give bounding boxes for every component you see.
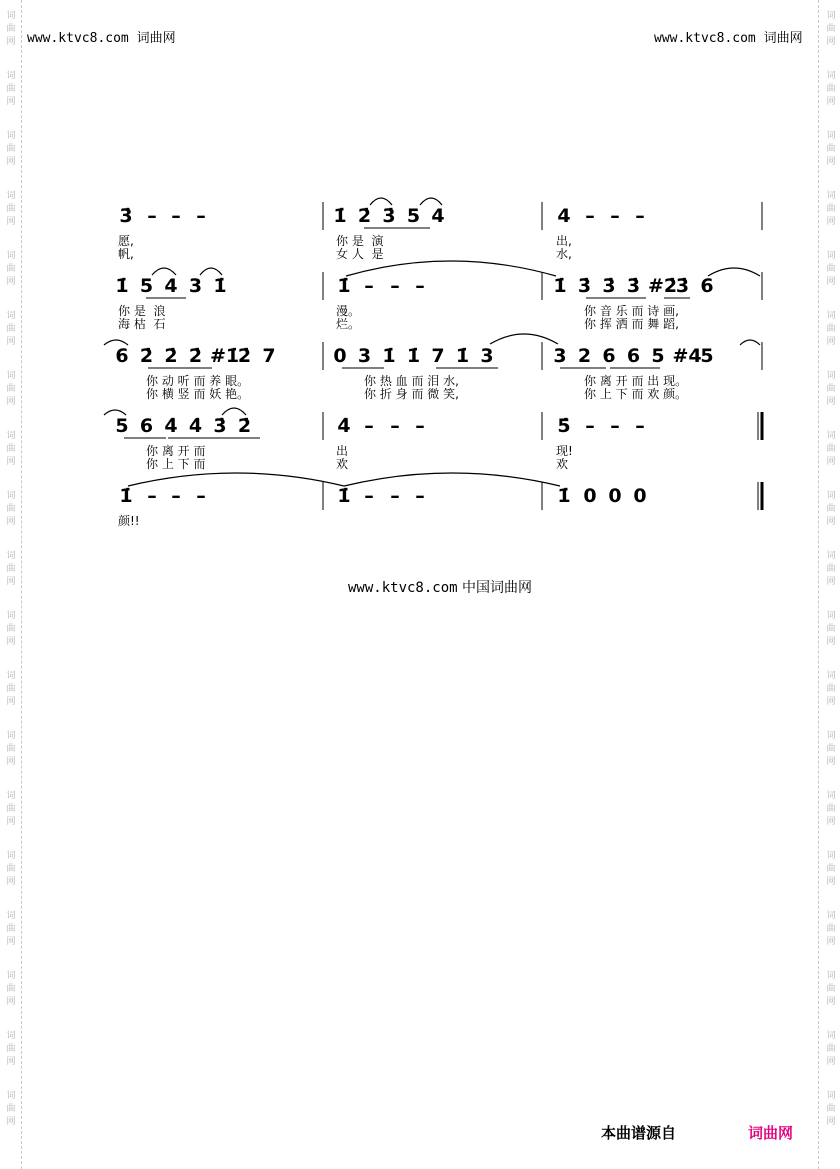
right-watermark: 词 曲 网 [826,191,836,227]
note: 4 [431,205,445,227]
note: 4̇ [188,415,203,437]
right-watermark: 词 曲 网 [826,371,836,407]
left-watermark: 词 曲 网 [6,71,16,107]
note: – [610,415,620,437]
right-watermark: 词 曲 网 [826,1091,836,1127]
note: 1̇ [557,485,571,507]
note: 0 [608,485,622,507]
note: – [196,205,206,227]
note: – [196,485,206,507]
left-watermark: 词 曲 网 [6,311,16,347]
left-watermark: 词 曲 网 [6,911,16,947]
note: – [635,205,645,227]
right-watermark: 词 曲 网 [826,431,836,467]
note: 2̇ [188,345,203,367]
right-watermark: 词 曲 网 [826,851,836,887]
tie [346,261,556,276]
slur [152,268,176,275]
note: 4 [557,205,571,227]
note: #1̇ [210,345,240,367]
left-watermark: 词 曲 网 [6,671,16,707]
slur [370,198,392,205]
note: 1̇ [406,345,421,367]
right-watermark: 词 曲 网 [826,311,836,347]
lyric-verse-2: 你 横 竖 而 妖 艳。 [146,387,250,401]
lyric-verse-1: 颜!! [118,514,140,528]
header-right-name: 词曲网 [763,31,803,46]
right-watermark: 词 曲 网 [826,911,836,947]
note: 5 [406,205,421,227]
left-watermark: 词 曲 网 [6,1091,16,1127]
note: 3̇ [382,205,396,227]
note: #4 [672,345,702,367]
lyric-verse-2: 女 人 是 [336,247,384,261]
center-footer [348,577,532,597]
left-watermark: 词 曲 网 [6,131,16,167]
right-watermark: 词 曲 网 [826,71,836,107]
left-watermark: 词 曲 网 [6,251,16,287]
note: – [610,205,620,227]
note: 0 [633,485,647,507]
note: 6 [602,345,616,367]
right-watermark: 词 曲 网 [826,251,836,287]
note: 2̇ [237,415,252,437]
note: 7 [262,345,276,367]
note: – [415,485,425,507]
right-watermark: 词 曲 网 [826,671,836,707]
note: 5̇ [557,415,571,437]
lyric-verse-1: 你 音 乐 而 诗 画, [584,304,679,318]
note: 1̇ [119,485,133,507]
note: 1̇ [382,345,396,367]
note: 1̇ [337,485,351,507]
note: 3 [553,345,567,367]
note: 7 [431,345,445,367]
right-watermark: 词 曲 网 [826,551,836,587]
source-brand: 词曲网 [748,1124,794,1142]
header-right-url: www.ktvc8.com [654,31,756,46]
right-watermark: 词 曲 网 [826,491,836,527]
note: 5 [115,415,129,437]
note: 3̇ [675,275,690,297]
right-watermark: 词 曲 网 [826,1031,836,1067]
note: – [390,275,400,297]
right-watermark: 词 曲 网 [826,791,836,827]
note: 3 [188,275,203,297]
source-label: 本曲谱源自 [601,1124,677,1142]
note: – [585,205,595,227]
left-watermark: 词 曲 网 [6,731,16,767]
left-watermark: 词 曲 网 [6,971,16,1007]
slur [420,198,442,205]
lyric-verse-2: 海 枯 石 [118,317,166,331]
lyric-verse-1: 你 动 听 而 养 眼。 [146,374,250,388]
lyric-verse-2: 你 折 身 而 微 笑, [364,387,459,401]
lyric-verse-2: 帆, [118,247,134,261]
note: – [147,485,157,507]
lyric-verse-1: 漫。 [336,304,361,318]
note: 3̇ [626,275,641,297]
lyric-verse-2: 你 上 下 而 欢 颜。 [584,387,688,401]
note: 3̇ [577,275,592,297]
note: 5 [139,275,154,297]
slur [740,340,760,345]
note: 2̇ [357,205,372,227]
slur [708,268,760,276]
lyric-verse-1: 出, [556,234,572,248]
note: 1̇ [553,275,567,297]
lyric-verse-2: 水, [556,247,572,261]
lyric-verse-1: 愿, [118,234,134,248]
left-watermark: 词 曲 网 [6,551,16,587]
lyric-verse-2: 你 挥 洒 而 舞 蹈, [584,317,679,331]
lyric-verse-2: 烂。 [336,317,361,331]
note: 2 [577,345,592,367]
left-watermark: 词 曲 网 [6,1031,16,1067]
note: – [171,485,181,507]
note: – [364,485,374,507]
lyric-verse-2: 欢 [556,457,569,471]
lyric-verse-1: 出 [336,444,349,458]
note: – [390,415,400,437]
note: 1̇ [455,345,470,367]
note: 2̇ [139,345,154,367]
right-watermark: 词 曲 网 [826,971,836,1007]
lyric-verse-1: 你 热 血 而 泪 水, [364,374,459,388]
note: 6 [626,345,641,367]
right-watermark: 词 曲 网 [826,131,836,167]
note: 1̇ [337,275,351,297]
note: 5 [651,345,665,367]
tie [344,473,560,486]
note: – [171,205,181,227]
note: 3̇ [119,205,133,227]
note: 6 [115,345,129,367]
note: – [364,275,374,297]
right-watermark: 词 曲 网 [826,731,836,767]
left-watermark: 词 曲 网 [6,791,16,827]
note: 3 [357,345,372,367]
note: 0 [333,345,347,367]
left-watermark: 词 曲 网 [6,11,16,47]
note: – [364,415,374,437]
note: 4̇ [164,415,178,437]
tie [128,473,344,486]
slur [200,268,222,275]
note: 5 [700,345,714,367]
left-watermark: 词 曲 网 [6,851,16,887]
lyric-verse-1: 你 是 浪 [118,304,166,318]
note: – [635,415,645,437]
note: 6 [700,275,714,297]
lyric-verse-1: 你 是 演 [336,234,384,248]
note: – [147,205,157,227]
left-watermark: 词 曲 网 [6,431,16,467]
note: 2̇ [237,345,252,367]
note: 1̇ [115,275,129,297]
right-watermark: 词 曲 网 [826,611,836,647]
note: 0 [583,485,597,507]
note: 2̇ [164,345,178,367]
note: 3̇ [602,275,616,297]
note: 4 [164,275,178,297]
note: – [585,415,595,437]
note: – [390,485,400,507]
note: – [415,275,425,297]
note: 3̇ [213,415,227,437]
note: 4̇ [337,415,351,437]
slur [490,334,558,344]
lyric-verse-1: 现! [556,444,573,458]
note: 6 [139,415,154,437]
center-footer-name: 中国词曲网 [462,580,533,596]
left-watermark: 词 曲 网 [6,371,16,407]
left-watermark: 词 曲 网 [6,191,16,227]
note: – [415,415,425,437]
lyric-verse-2: 你 上 下 而 [146,457,206,471]
lyric-verse-1: 你 离 开 而 [146,444,206,458]
lyric-verse-1: 你 离 开 而 出 现。 [584,374,688,388]
header-left-url: www.ktvc8.com [27,31,129,46]
note: 3 [480,345,494,367]
left-watermark: 词 曲 网 [6,491,16,527]
header-left-name: 词曲网 [136,31,176,46]
center-footer-url: www.ktvc8.com [348,580,458,596]
left-watermark: 词 曲 网 [6,611,16,647]
note: #2̇ [648,275,678,297]
note: 1̇ [213,275,227,297]
lyric-verse-2: 欢 [336,457,349,471]
note: 1̇ [333,205,347,227]
slur [222,408,246,415]
right-watermark: 词 曲 网 [826,11,836,47]
